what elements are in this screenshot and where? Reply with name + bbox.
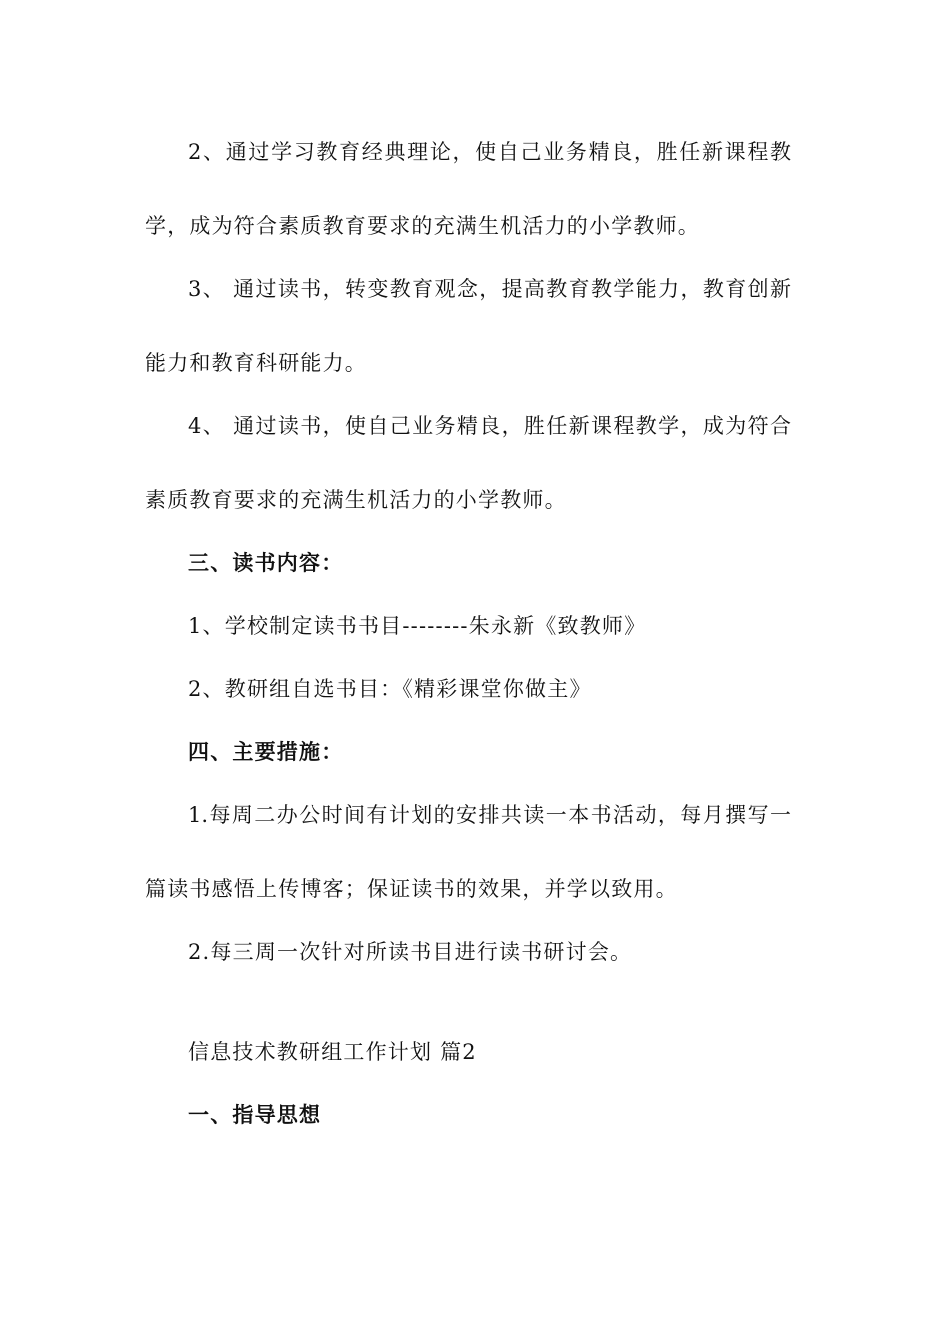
section-heading-measures: 四、主要措施： — [188, 739, 344, 764]
paragraph-goal-3-line-1: 3、 通过读书，转变教育观念，提高教育教学能力，教育创新 — [188, 277, 791, 301]
reading-content-item-1: 1、学校制定读书书目--------朱永新《致教师》 — [188, 614, 647, 638]
section-heading-reading-content: 三、读书内容： — [188, 550, 344, 575]
measure-item-1-line-2: 篇读书感悟上传博客；保证读书的效果，并学以致用。 — [145, 877, 678, 901]
paragraph-goal-4-line-1: 4、 通过读书，使自己业务精良，胜任新课程教学，成为符合 — [188, 414, 791, 438]
section-heading-guiding-ideology: 一、指导思想 — [188, 1102, 322, 1127]
measure-item-1-line-1: 1.每周二办公时间有计划的安排共读一本书活动，每月撰写一 — [188, 803, 791, 827]
paragraph-goal-2-line-2: 学，成为符合素质教育要求的充满生机活力的小学教师。 — [145, 214, 700, 238]
measure-item-2: 2.每三周一次针对所读书目进行读书研讨会。 — [188, 940, 633, 964]
paragraph-goal-4-line-2: 素质教育要求的充满生机活力的小学教师。 — [145, 488, 567, 512]
paragraph-goal-2-line-1: 2、通过学习教育经典理论，使自己业务精良，胜任新课程教 — [188, 140, 791, 164]
paragraph-goal-3-line-2: 能力和教育科研能力。 — [145, 351, 367, 375]
reading-content-item-2: 2、教研组自选书目：《精彩课堂你做主》 — [188, 677, 592, 701]
next-plan-title: 信息技术教研组工作计划 篇2 — [188, 1040, 477, 1064]
